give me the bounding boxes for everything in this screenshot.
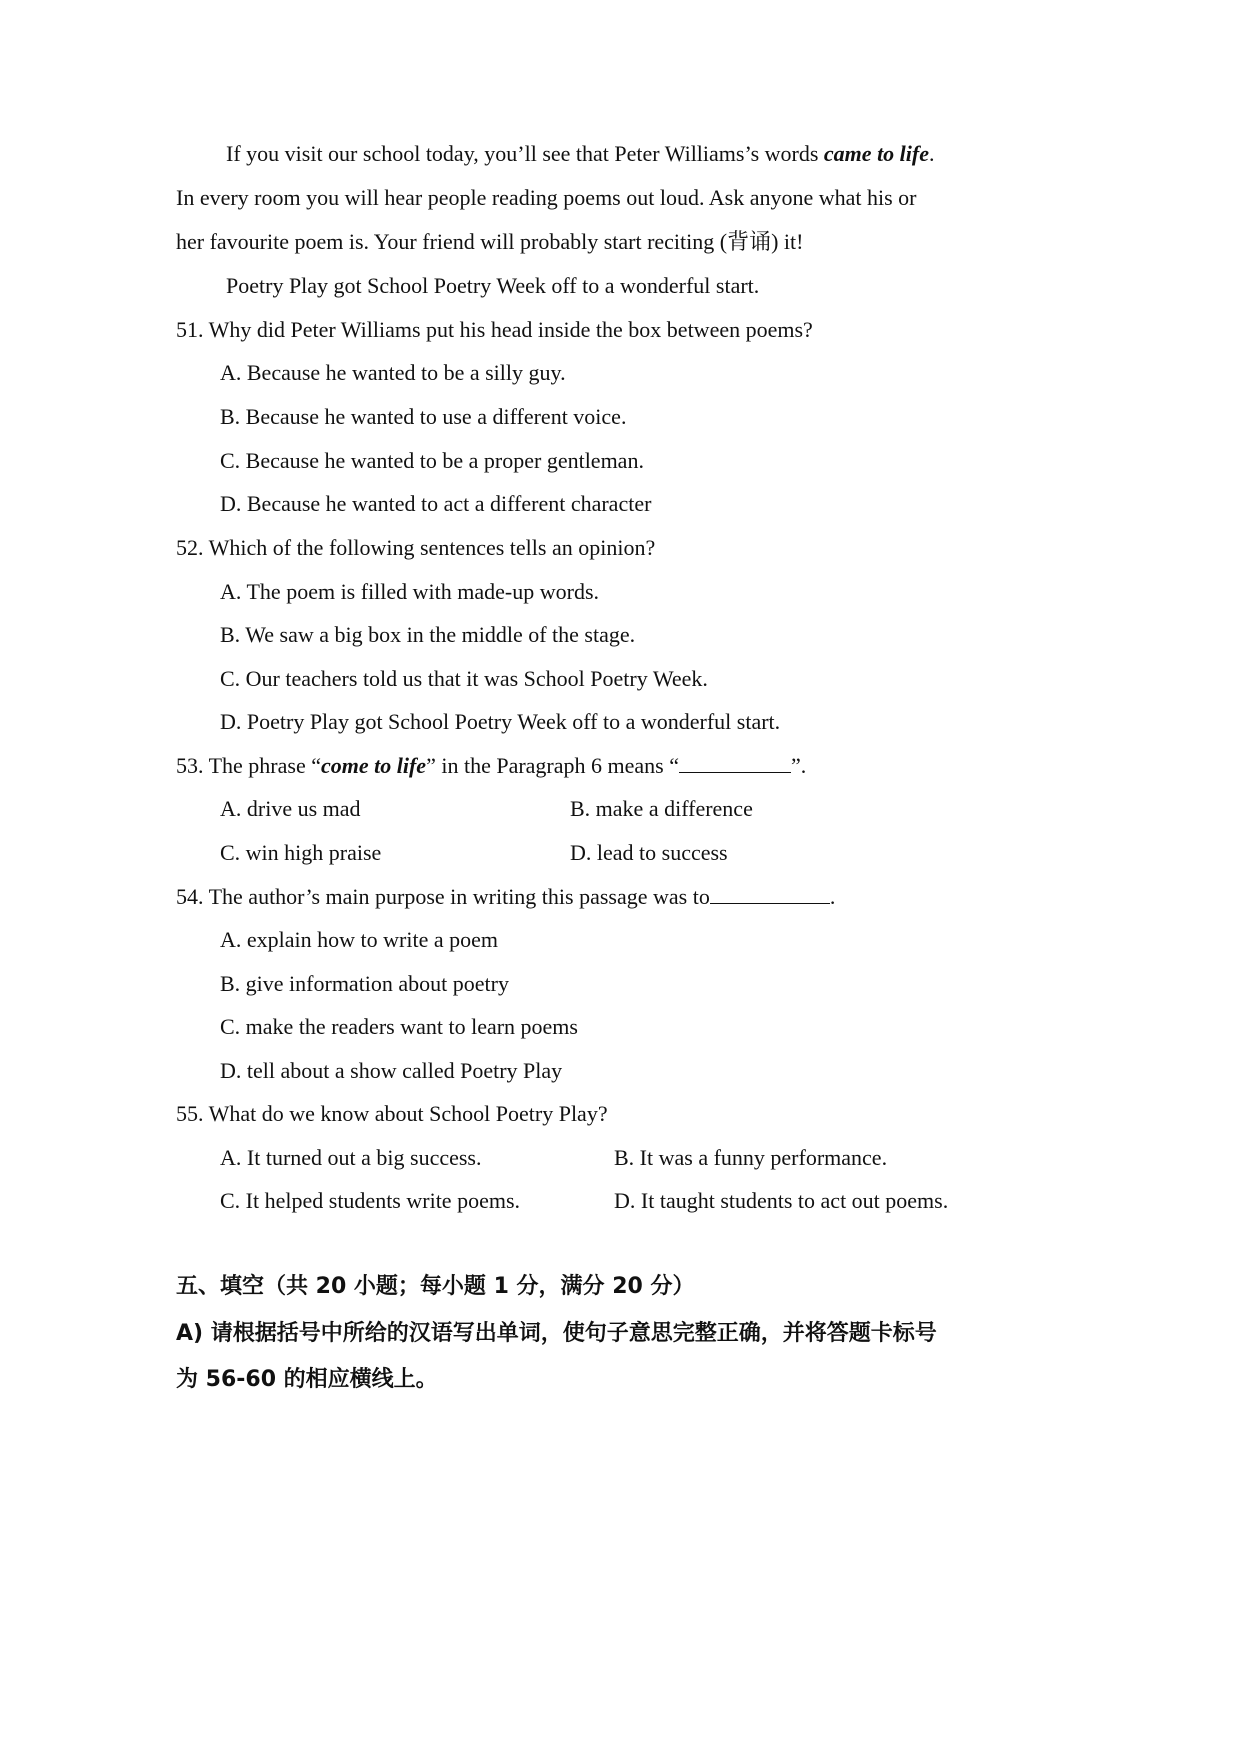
option: A. explain how to write a poem (220, 927, 498, 952)
option: D. Because he wanted to act a different character (220, 491, 652, 516)
answer-blank (679, 752, 791, 773)
question-text: . (829, 884, 836, 909)
option: C. It helped students write poems. (220, 1188, 521, 1213)
option: B. Because he wanted to use a different voice. (220, 404, 627, 429)
option: D. tell about a show called Poetry Play (220, 1058, 563, 1083)
option: D. Poetry Play got School Poetry Week off to a wonderful start. (220, 709, 781, 734)
option: A. It turned out a big success. (220, 1145, 482, 1170)
question-text: 54. The author’s main purpose in writing this passage was to (176, 884, 710, 909)
question-text: 53. The phrase “ (176, 753, 321, 778)
question-text: ” in the Paragraph 6 means “ (426, 753, 679, 778)
option: C. make the readers want to learn poems (220, 1014, 578, 1039)
option: A. Because he wanted to be a silly guy. (220, 360, 566, 385)
passage-line: Poetry Play got School Poetry Week off to a wonderful start. (226, 273, 760, 298)
option: B. give information about poetry (220, 971, 509, 996)
passage-line (226, 140, 935, 168)
option: C. Our teachers told us that it was School Poetry Week. (220, 666, 708, 691)
option: D. lead to success (570, 840, 728, 865)
option: B. It was a funny performance. (614, 1145, 888, 1170)
section-heading: 五、填空（共 20 小题；每小题 1 分，满分 20 分） (176, 1274, 695, 1299)
answer-blank (710, 883, 830, 904)
option: B. We saw a big box in the middle of the stage. (220, 622, 636, 647)
question-text: ”. (790, 753, 807, 778)
question-stem: 55. What do we know about School Poetry Play? (176, 1101, 608, 1126)
emphasized-phrase: come to life (321, 753, 427, 778)
question-stem: 51. Why did Peter Williams put his head inside the box between poems? (176, 317, 813, 342)
option: A. drive us mad (220, 796, 361, 821)
passage-line: her favourite poem is. Your friend will probably start reciting (背诵) it! (176, 229, 804, 254)
passage-text: . (929, 141, 935, 166)
passage-text: If you visit our school today, you’ll see that Peter Williams’s words (226, 141, 824, 166)
question-stem: 52. Which of the following sentences tells an opinion? (176, 535, 656, 560)
question-stem (176, 883, 835, 911)
section-instruction: 为 56-60 的相应横线上。 (176, 1367, 438, 1392)
section-instruction: A) 请根据括号中所给的汉语写出单词，使句子意思完整正确，并将答题卡标号 (176, 1321, 937, 1346)
option: A. The poem is filled with made-up words. (220, 579, 600, 604)
option: B. make a difference (570, 796, 753, 821)
option: C. win high praise (220, 840, 382, 865)
option: C. Because he wanted to be a proper gentleman. (220, 448, 644, 473)
question-stem (176, 752, 806, 780)
passage-line: In every room you will hear people reading poems out loud. Ask anyone what his or (176, 185, 917, 210)
option: D. It taught students to act out poems. (614, 1188, 949, 1213)
emphasized-phrase: came to life (823, 141, 929, 166)
